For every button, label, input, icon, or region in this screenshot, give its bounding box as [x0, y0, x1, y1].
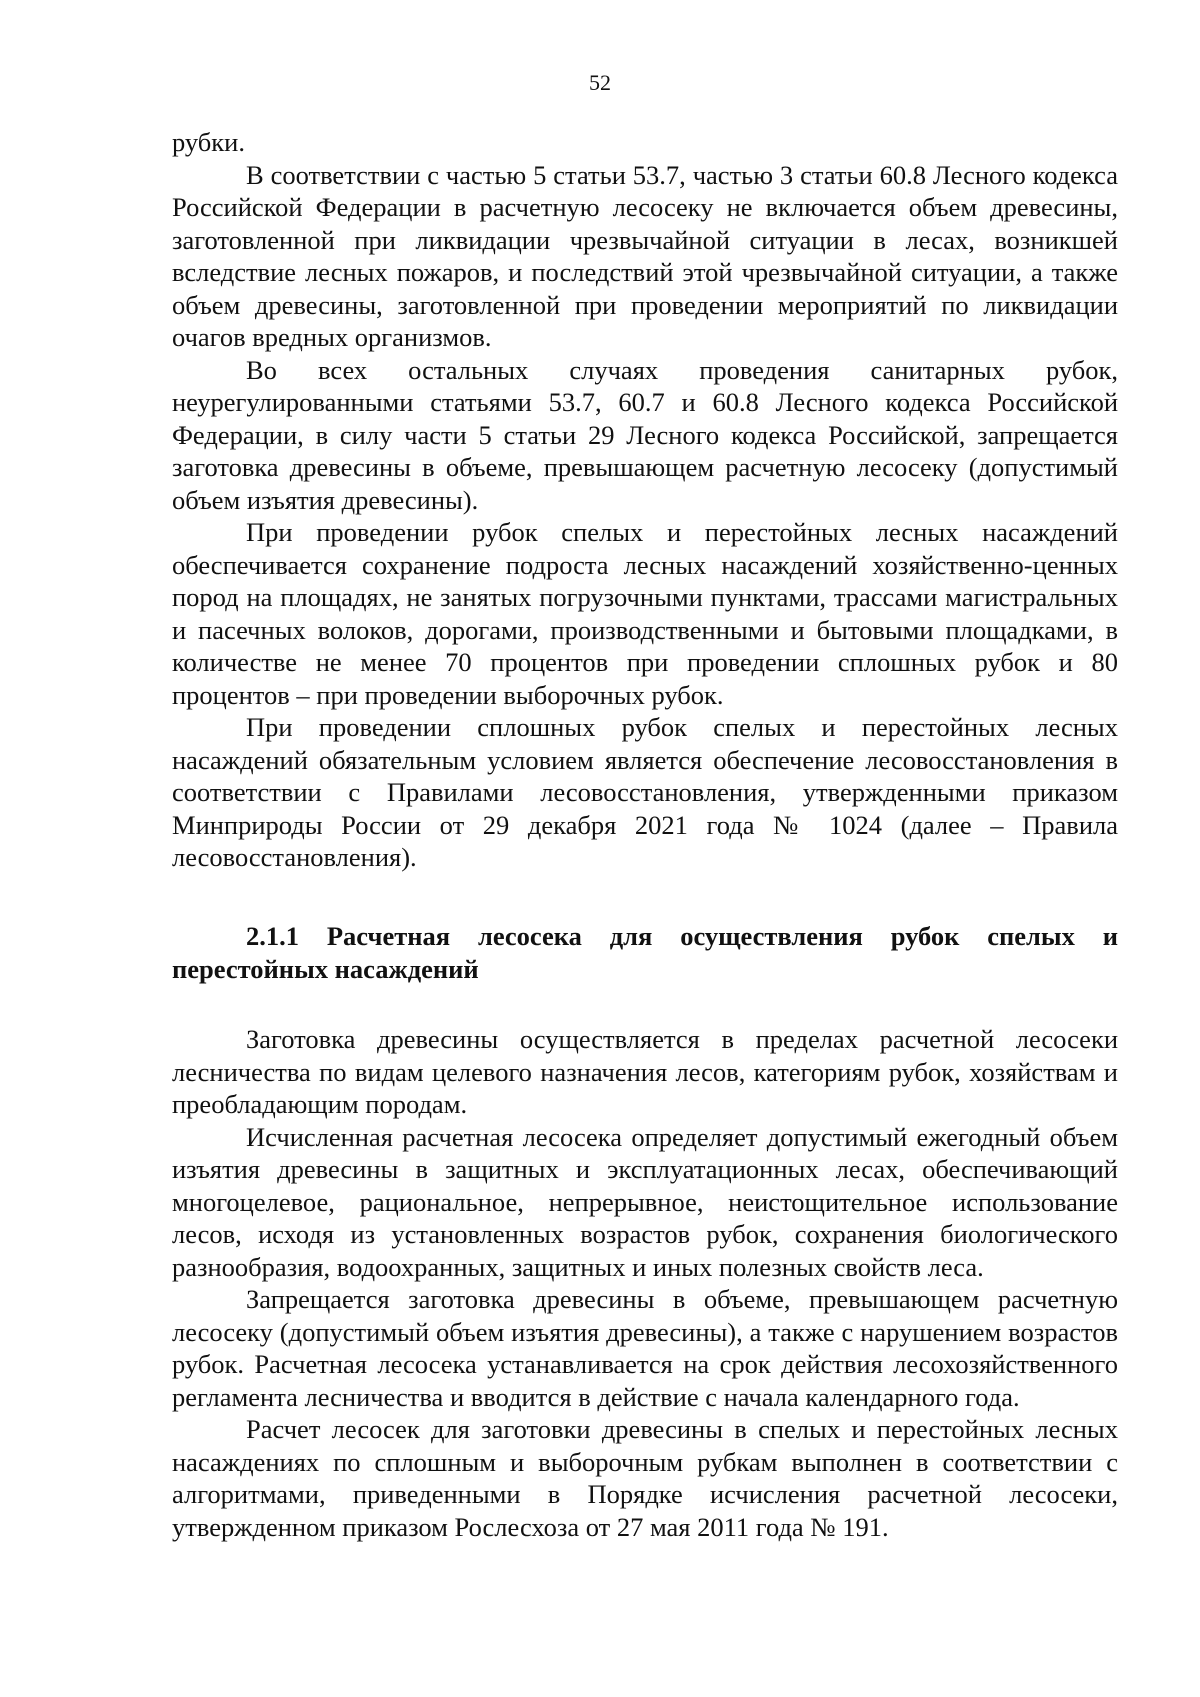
paragraph: Запрещается заготовка древесины в объеме, превышающем расчетную лесосеку (допустимый объем изъятия древесины), а также с нарушением возрастов рубок. Расчетная лесосека устанавливается на срок действия лесохозяйственного регламента лесничества и вводится в действие с начала календарного года.	[172, 1284, 1118, 1412]
paragraph: Исчисленная расчетная лесосека определяет допустимый ежегодный объем изъятия древесины в защитных и эксплуатационных лесах, обеспечивающий многоцелевое, рациональное, непрерывное, неистощительное использование лесов, исходя из установленных возрастов рубок, сохранения биологического разнообразия, водоохранных, защитных и иных полезных свойств леса.	[172, 1121, 1118, 1282]
paragraph: При проведении рубок спелых и перестойных лесных насаждений обеспечивается сохранение подроста лесных насаждений хозяйственно-ценных пород на площадях, не занятых погрузочными пунктами, трассами магистральных и пасечных волоков, дорогами, производственными и бытовыми площадками, в количестве не менее 70 процентов при проведении сплошных рубок и 80 процентов – при проведении выборочных рубок.	[172, 517, 1118, 710]
paragraph: Во всех остальных случаях проведения санитарных рубок, неурегулированными статьями 53.7, 60.7 и 60.8 Лесного кодекса Российской Федерации, в силу части 5 статьи 29 Лесного кодекса Российской, запрещается заготовка древесины в объеме, превышающем расчетную лесосеку (допустимый объем изъятия древесины).	[172, 354, 1118, 515]
section-heading: 2.1.1 Расчетная лесосека для осуществления рубок спелых и перестойных насаждений	[172, 921, 1118, 984]
page-number: 52	[589, 70, 611, 95]
intro-text	[172, 126, 1118, 874]
paragraph: При проведении сплошных рубок спелых и перестойных лесных насаждений обязательным условием является обеспечение лесовосстановления в соответствии с Правилами лесовосстановления, утвержденными приказом Минприроды России от 29 декабря 2021 года № 1024 (далее – Правила лесовосстановления).	[172, 712, 1118, 872]
section-heading-block	[172, 920, 1118, 985]
paragraph: Заготовка древесины осуществляется в пределах расчетной лесосеки лесничества по видам целевого назначения лесов, категориям рубок, хозяйствам и преобладающим породам.	[172, 1024, 1118, 1119]
section-text	[172, 1023, 1118, 1543]
paragraph: В соответствии с частью 5 статьи 53.7, частью 3 статьи 60.8 Лесного кодекса Российской Федерации в расчетную лесосеку не включается объем древесины, заготовленной при ликвидации чрезвычайной ситуации в лесах, возникшей вследствие лесных пожаров, и последствий этой чрезвычайной ситуации, а также объем древесины, заготовленной при проведении мероприятий по ликвидации очагов вредных организмов.	[172, 159, 1118, 352]
continuation-line: рубки.	[172, 127, 245, 157]
paragraph: Расчет лесосек для заготовки древесины в спелых и перестойных лесных насаждениях по сплошным и выборочным рубкам выполнен в соответствии с алгоритмами, приведенными в Порядке исчисления расчетной лесосеки, утвержденном приказом Рослесхоза от 27 мая 2011 года № 191.	[172, 1414, 1118, 1542]
